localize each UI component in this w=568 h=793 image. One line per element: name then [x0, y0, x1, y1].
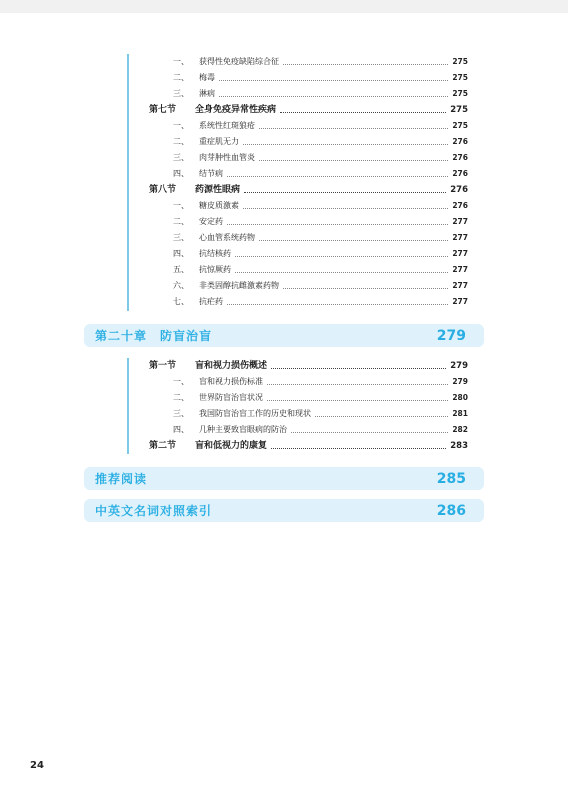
leader-dots [271, 447, 446, 449]
entry-page: 276 [452, 201, 468, 210]
leader-dots [235, 271, 448, 273]
section-title: 盲和低视力的康复 [195, 441, 268, 451]
entry-title: 重症肌无力 [199, 137, 239, 146]
toc-entry[interactable] [173, 294, 468, 310]
index-title: 中英文名词对照索引 [95, 504, 213, 518]
entry-number: 六、 [173, 281, 189, 290]
entry-title: 盲和视力损伤标准 [199, 377, 263, 386]
entry-number: 二、 [173, 217, 189, 226]
entry-page: 275 [452, 57, 468, 66]
leader-dots [271, 367, 446, 369]
leader-dots [259, 127, 448, 129]
toc-section-heading[interactable] [149, 182, 468, 198]
entry-number: 三、 [173, 89, 189, 98]
entry-page: 276 [452, 137, 468, 146]
toc-section-chapter20 [127, 358, 470, 454]
leader-dots [267, 399, 448, 401]
entry-page: 277 [452, 281, 468, 290]
entry-title: 淋病 [199, 89, 215, 98]
entry-number: 三、 [173, 409, 189, 418]
leader-dots [267, 383, 448, 385]
entry-title: 梅毒 [199, 73, 215, 82]
section-number: 第二节 [149, 441, 177, 451]
section-title: 药源性眼病 [195, 185, 241, 195]
entry-title: 结节病 [199, 169, 223, 178]
entry-number: 一、 [173, 121, 189, 130]
entry-title: 安定药 [199, 217, 223, 226]
entry-title: 系统性红斑狼疮 [199, 121, 255, 130]
entry-number: 三、 [173, 153, 189, 162]
entry-title: 糖皮质激素 [199, 201, 239, 210]
toc-entry[interactable] [173, 374, 468, 390]
entry-page: 281 [452, 409, 468, 418]
entry-page: 277 [452, 297, 468, 306]
index-page: 286 [436, 502, 466, 519]
leader-dots [219, 95, 448, 97]
section-number: 第七节 [149, 105, 177, 115]
toc-entry[interactable] [173, 198, 468, 214]
leader-dots [219, 79, 448, 81]
entry-number: 七、 [173, 297, 189, 306]
leader-dots [259, 239, 448, 241]
toc-entry[interactable] [173, 406, 468, 422]
leader-dots [259, 159, 448, 161]
entry-page: 277 [452, 265, 468, 274]
entry-page: 276 [452, 169, 468, 178]
leader-dots [244, 191, 446, 193]
entry-page: 275 [452, 121, 468, 130]
chapter-20-heading[interactable] [84, 324, 484, 347]
section-page: 279 [450, 361, 468, 371]
toc-section-chapter19 [127, 54, 470, 311]
toc-entry[interactable] [173, 230, 468, 246]
toc-entry[interactable] [173, 54, 468, 70]
entry-title: 抗惊厥药 [199, 265, 231, 274]
toc-section-heading[interactable] [149, 358, 468, 374]
leader-dots [243, 207, 448, 209]
entry-number: 四、 [173, 169, 189, 178]
entry-title: 我国防盲治盲工作的历史和现状 [199, 409, 311, 418]
entry-title: 肉芽肿性血管炎 [199, 153, 255, 162]
entry-number: 一、 [173, 57, 189, 66]
entry-number: 一、 [173, 201, 189, 210]
entry-number: 四、 [173, 249, 189, 258]
entry-page: 280 [452, 393, 468, 402]
toc-entry[interactable] [173, 86, 468, 102]
toc-entry[interactable] [173, 70, 468, 86]
section-title: 盲和视力损伤概述 [195, 361, 268, 371]
top-margin-strip [0, 0, 568, 13]
leader-dots [227, 175, 448, 177]
toc-entry[interactable] [173, 262, 468, 278]
toc-section-heading[interactable] [149, 438, 468, 454]
leader-dots [291, 431, 448, 433]
section-number: 第一节 [149, 361, 177, 371]
leader-dots [227, 303, 448, 305]
entry-number: 四、 [173, 425, 189, 434]
leader-dots [283, 63, 448, 65]
entry-title: 世界防盲治盲状况 [199, 393, 263, 402]
entry-title: 抗疟药 [199, 297, 223, 306]
chapter-page: 279 [436, 327, 466, 344]
section-number: 第八节 [149, 185, 177, 195]
entry-number: 二、 [173, 73, 189, 82]
toc-entry[interactable] [173, 278, 468, 294]
entry-page: 279 [452, 377, 468, 386]
entry-title: 几种主要致盲眼病的防治 [199, 425, 287, 434]
entry-page: 277 [452, 233, 468, 242]
toc-entry[interactable] [173, 166, 468, 182]
entry-title: 心血管系统药物 [199, 233, 255, 242]
entry-number: 二、 [173, 137, 189, 146]
entry-page: 277 [452, 217, 468, 226]
toc-entry[interactable] [173, 246, 468, 262]
entry-title: 抗结核药 [199, 249, 231, 258]
reading-page: 285 [436, 470, 466, 487]
toc-entry[interactable] [173, 134, 468, 150]
section-page: 283 [450, 441, 468, 451]
leader-dots [315, 415, 448, 417]
toc-entry[interactable] [173, 214, 468, 230]
toc-entry[interactable] [173, 422, 468, 438]
entry-number: 二、 [173, 393, 189, 402]
entry-number: 一、 [173, 377, 189, 386]
section-page: 276 [450, 185, 468, 195]
entry-title: 非类固醇抗雌激素药物 [199, 281, 279, 290]
leader-dots [280, 111, 446, 113]
page-number: 24 [30, 760, 44, 771]
toc-entry[interactable] [173, 150, 468, 166]
recommended-reading-heading[interactable] [84, 467, 484, 490]
entry-number: 三、 [173, 233, 189, 242]
leader-dots [283, 287, 448, 289]
entry-title: 获得性免疫缺陷综合征 [199, 57, 279, 66]
entry-page: 282 [452, 425, 468, 434]
chapter-title: 第二十章 防盲治盲 [95, 329, 213, 343]
entry-page: 275 [452, 89, 468, 98]
entry-page: 275 [452, 73, 468, 82]
toc-entry[interactable] [173, 118, 468, 134]
section-title: 全身免疫异常性疾病 [195, 105, 277, 115]
leader-dots [227, 223, 448, 225]
reading-title: 推荐阅读 [95, 472, 148, 486]
leader-dots [243, 143, 448, 145]
toc-section-heading[interactable] [149, 102, 468, 118]
toc-entry[interactable] [173, 390, 468, 406]
index-heading[interactable] [84, 499, 484, 522]
entry-number: 五、 [173, 265, 189, 274]
leader-dots [235, 255, 448, 257]
entry-page: 276 [452, 153, 468, 162]
entry-page: 277 [452, 249, 468, 258]
section-page: 275 [450, 105, 468, 115]
